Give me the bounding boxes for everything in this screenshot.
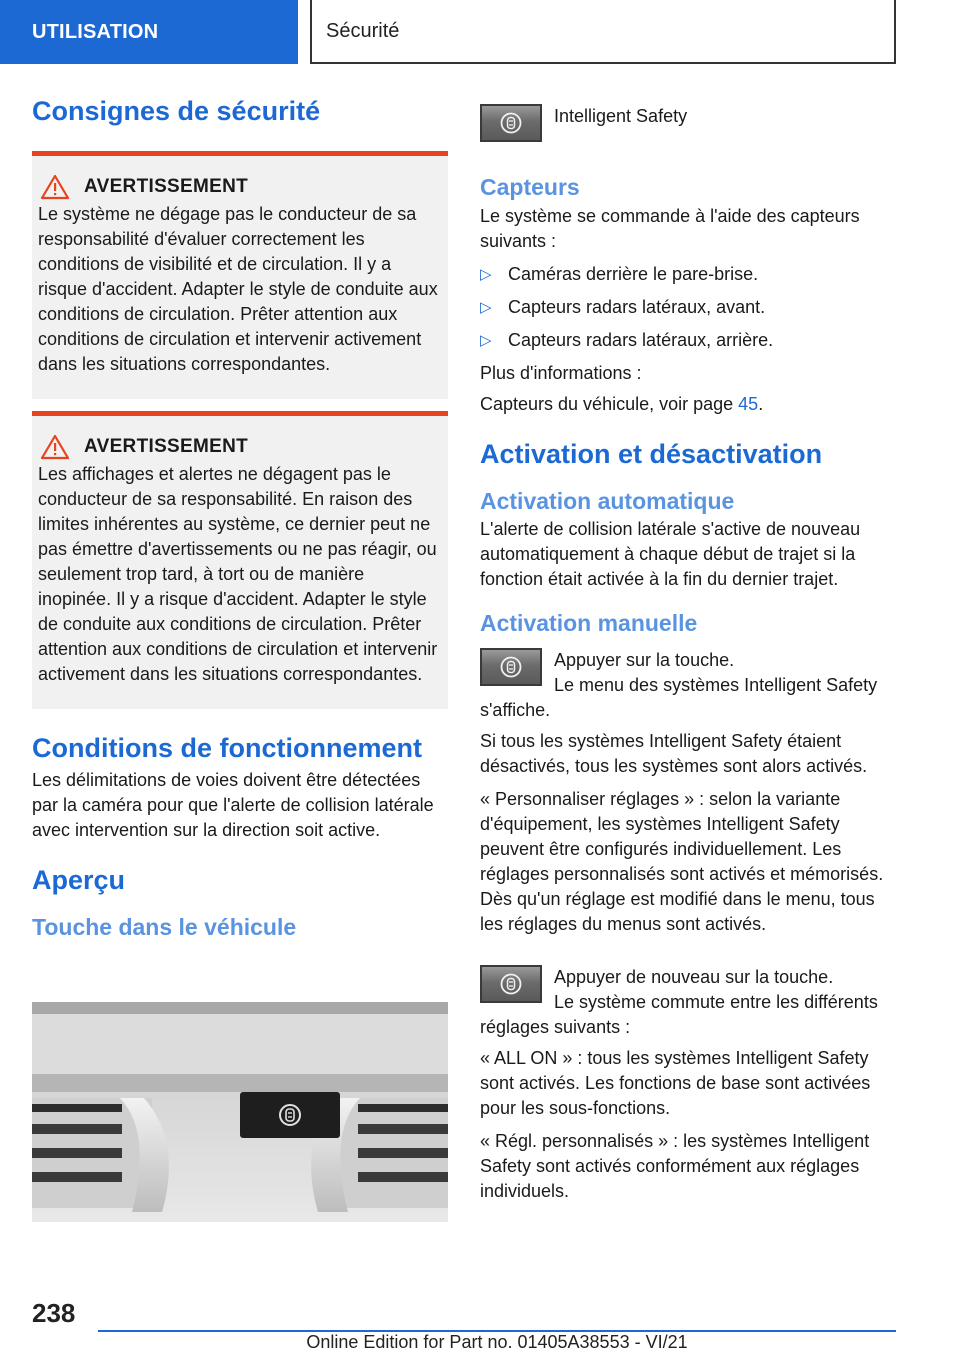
heading-capteurs: Capteurs [480, 174, 580, 200]
list-item: ▷ Capteurs radars latéraux, avant. [480, 295, 896, 320]
step-text: Appuyer de nouveau sur la touche. [554, 966, 834, 987]
warning-text: Le système ne dégage pas le conducteur de sa responsabilité d'évaluer correctement les conditions de visibilité et de circulation. Il y a risque d'accident. Adapter le style de conduite aux conditions de circulation. Prêter attention aux conditions de circulation et intervenir activement dans les situations correspondantes. [38, 204, 438, 375]
intelligent-safety-button-icon [480, 965, 542, 1003]
sensor-reference: Capteurs du véhicule, voir page 45. [480, 393, 764, 414]
list-item: ▷ Caméras derrière le pare-brise. [480, 262, 896, 287]
intelligent-safety-button [240, 1092, 340, 1138]
warning-triangle-icon [40, 174, 70, 200]
conditions-text: Les délimitations de voies doivent être détectées par la caméra pour que l'alerte de collision latérale avec intervention sur la direction soit active. [32, 770, 434, 841]
heading-conditions: Conditions de fonctionnement [32, 733, 422, 764]
manual-paragraph: « ALL ON » : tous les systèmes Intelligent Safety sont activés. Les fonctions de base sont activées pour les sous-fonctions. [480, 1047, 871, 1118]
warning-text: Les affichages et alertes ne dégagent pas le conducteur de sa responsabilité. En raison des limites inhérentes au système, ce dernier peut ne pas émettre d'avertissements ou ne pas réagir, ou seulement trop tard, à tort ou de manière inopinée. Il y a risque d'accident. Adapter le style de conduite aux conditions de circulation. Prêter attention aux conditions de circulation et intervenir activement dans les situations correspondantes. [38, 464, 438, 685]
page-link[interactable]: 45 [738, 393, 759, 414]
bullet-triangle-icon: ▷ [480, 331, 492, 349]
warning-box-2 [32, 411, 448, 709]
warning-title: AVERTISSEMENT [84, 176, 249, 198]
topic-tab [310, 0, 896, 64]
left-column [32, 96, 448, 942]
capteurs-list [480, 262, 896, 353]
manual-paragraph: « Régl. personnalisés » : les systèmes Intelligent Safety sont activés conformément aux réglages individuels. [480, 1130, 870, 1201]
button-label: Intelligent Safety [554, 106, 688, 126]
manual-paragraph: Si tous les systèmes Intelligent Safety étaient désactivés, tous les systèmes sont alors activés. [480, 730, 868, 776]
subheading-button: Touche dans le véhicule [32, 914, 297, 941]
step-text: Appuyer sur la touche. [554, 649, 735, 670]
section-title: UTILISATION [32, 20, 159, 43]
warning-title: AVERTISSEMENT [84, 436, 249, 458]
bullet-triangle-icon: ▷ [480, 298, 492, 316]
step-result: Le menu des systèmes Intelligent Safety s'affiche. [480, 674, 878, 720]
intelligent-safety-icon [500, 656, 522, 678]
list-item: ▷ Capteurs radars latéraux, arrière. [480, 328, 896, 353]
vehicle-button-photo [32, 1002, 448, 1222]
dashboard-illustration [32, 1002, 448, 1222]
heading-activation: Activation et désactivation [480, 438, 823, 469]
warning-triangle-icon [40, 434, 70, 460]
edition-text: Online Edition for Part no. 01405A38553 - VI/21 [306, 1332, 688, 1352]
right-column [480, 104, 896, 1204]
heading-apercu: Aperçu [32, 865, 126, 896]
intelligent-safety-icon [500, 973, 522, 995]
subheading-auto: Activation automatique [480, 487, 735, 514]
manual-paragraph: « Personnaliser réglages » : selon la variante d'équipement, les systèmes Intelligent Safety peuvent être configurés individuellement. Les réglages personnalisés sont activés et mémorisés. Dès qu'un réglage est modifié dans le menu, tous les réglages du menus sont activés. [480, 788, 884, 934]
intelligent-safety-button-icon [480, 104, 542, 142]
heading-safety: Consignes de sécurité [32, 96, 321, 126]
page-number: 238 [32, 1298, 76, 1328]
step-result: Le système commute entre les différents réglages suivants : [480, 991, 878, 1037]
intelligent-safety-icon [500, 112, 522, 134]
section-tab [0, 0, 298, 64]
auto-text: L'alerte de collision latérale s'active de nouveau automatiquement à chaque début de trajet si la fonction était activée à la fin du dernier trajet. [480, 519, 861, 590]
manual-step-2 [480, 965, 896, 1040]
intelligent-safety-button-icon [480, 648, 542, 686]
more-info-label: Plus d'informations : [480, 362, 642, 383]
bullet-triangle-icon: ▷ [480, 265, 492, 283]
topic-title: Sécurité [326, 19, 400, 42]
warning-box-1 [32, 151, 448, 399]
capteurs-intro: Le système se commande à l'aide des capteurs suivants : [480, 205, 860, 251]
manual-step-1 [480, 648, 896, 723]
subheading-manual: Activation manuelle [480, 610, 698, 637]
